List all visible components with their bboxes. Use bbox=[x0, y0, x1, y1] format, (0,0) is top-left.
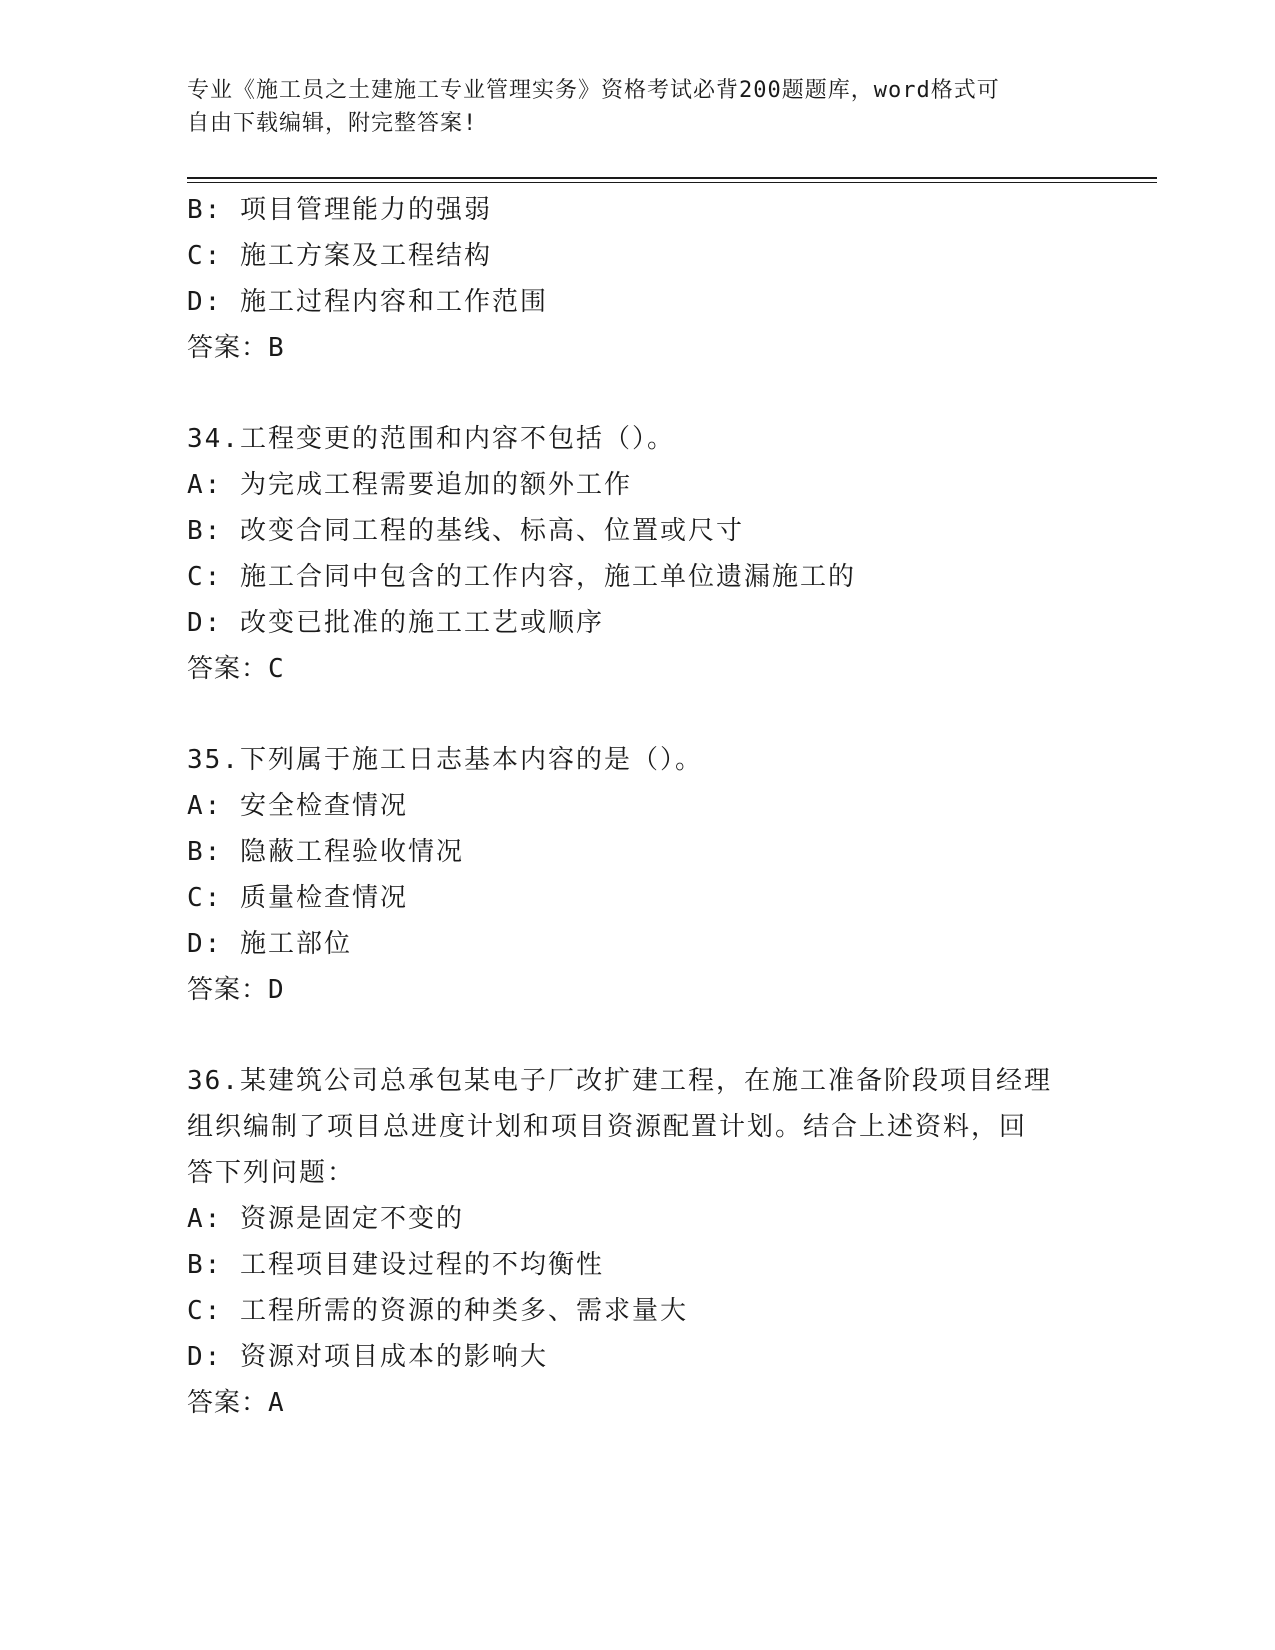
question-stem-line-3: 答下列问题： bbox=[187, 1158, 356, 1188]
option-a: A: 资源是固定不变的 bbox=[187, 1204, 464, 1234]
question-stem-line-1: 36.某建筑公司总承包某电子厂改扩建工程，在施工准备阶段项目经理 bbox=[187, 1066, 1052, 1096]
option-c: C: 施工方案及工程结构 bbox=[187, 241, 492, 271]
option-d: D: 施工部位 bbox=[187, 929, 352, 959]
question-stem-line-2: 组织编制了项目总进度计划和项目资源配置计划。结合上述资料，回 bbox=[187, 1112, 1028, 1142]
question-34 bbox=[187, 416, 1087, 692]
option-b: B: 隐蔽工程验收情况 bbox=[187, 837, 464, 867]
question-list bbox=[187, 187, 1087, 1426]
header-title-line-2: 自由下载编辑，附完整答案! bbox=[187, 111, 478, 136]
option-b: B: 项目管理能力的强弱 bbox=[187, 195, 492, 225]
header-title-line-1: 专业《施工员之土建施工专业管理实务》资格考试必背200题题库，word格式可 bbox=[187, 78, 1000, 103]
question-stem: 35.下列属于施工日志基本内容的是（）。 bbox=[187, 745, 703, 775]
question-stem bbox=[187, 1058, 1087, 1196]
question-stem: 34.工程变更的范围和内容不包括（）。 bbox=[187, 424, 675, 454]
question-spacer bbox=[187, 1013, 1087, 1058]
option-d: D: 资源对项目成本的影响大 bbox=[187, 1342, 548, 1372]
option-b: B: 工程项目建设过程的不均衡性 bbox=[187, 1250, 604, 1280]
answer-label: 答案：D bbox=[187, 975, 285, 1005]
option-a: A: 安全检查情况 bbox=[187, 791, 408, 821]
option-d: D: 改变已批准的施工工艺或顺序 bbox=[187, 608, 604, 638]
question-spacer bbox=[187, 371, 1087, 416]
option-d: D: 施工过程内容和工作范围 bbox=[187, 287, 548, 317]
question-36 bbox=[187, 1058, 1087, 1426]
header-divider-thin bbox=[187, 182, 1157, 183]
answer-label: 答案：C bbox=[187, 654, 285, 684]
option-b: B: 改变合同工程的基线、标高、位置或尺寸 bbox=[187, 516, 744, 546]
option-c: C: 质量检查情况 bbox=[187, 883, 408, 913]
option-a: A: 为完成工程需要追加的额外工作 bbox=[187, 470, 632, 500]
document-header bbox=[187, 74, 1087, 140]
answer-label: 答案：B bbox=[187, 333, 285, 363]
option-c: C: 施工合同中包含的工作内容，施工单位遗漏施工的 bbox=[187, 562, 856, 592]
answer-label: 答案：A bbox=[187, 1388, 285, 1418]
question-33-tail bbox=[187, 187, 1087, 371]
option-c: C: 工程所需的资源的种类多、需求量大 bbox=[187, 1296, 688, 1326]
question-35 bbox=[187, 737, 1087, 1013]
question-spacer bbox=[187, 692, 1087, 737]
header-divider bbox=[187, 177, 1157, 179]
